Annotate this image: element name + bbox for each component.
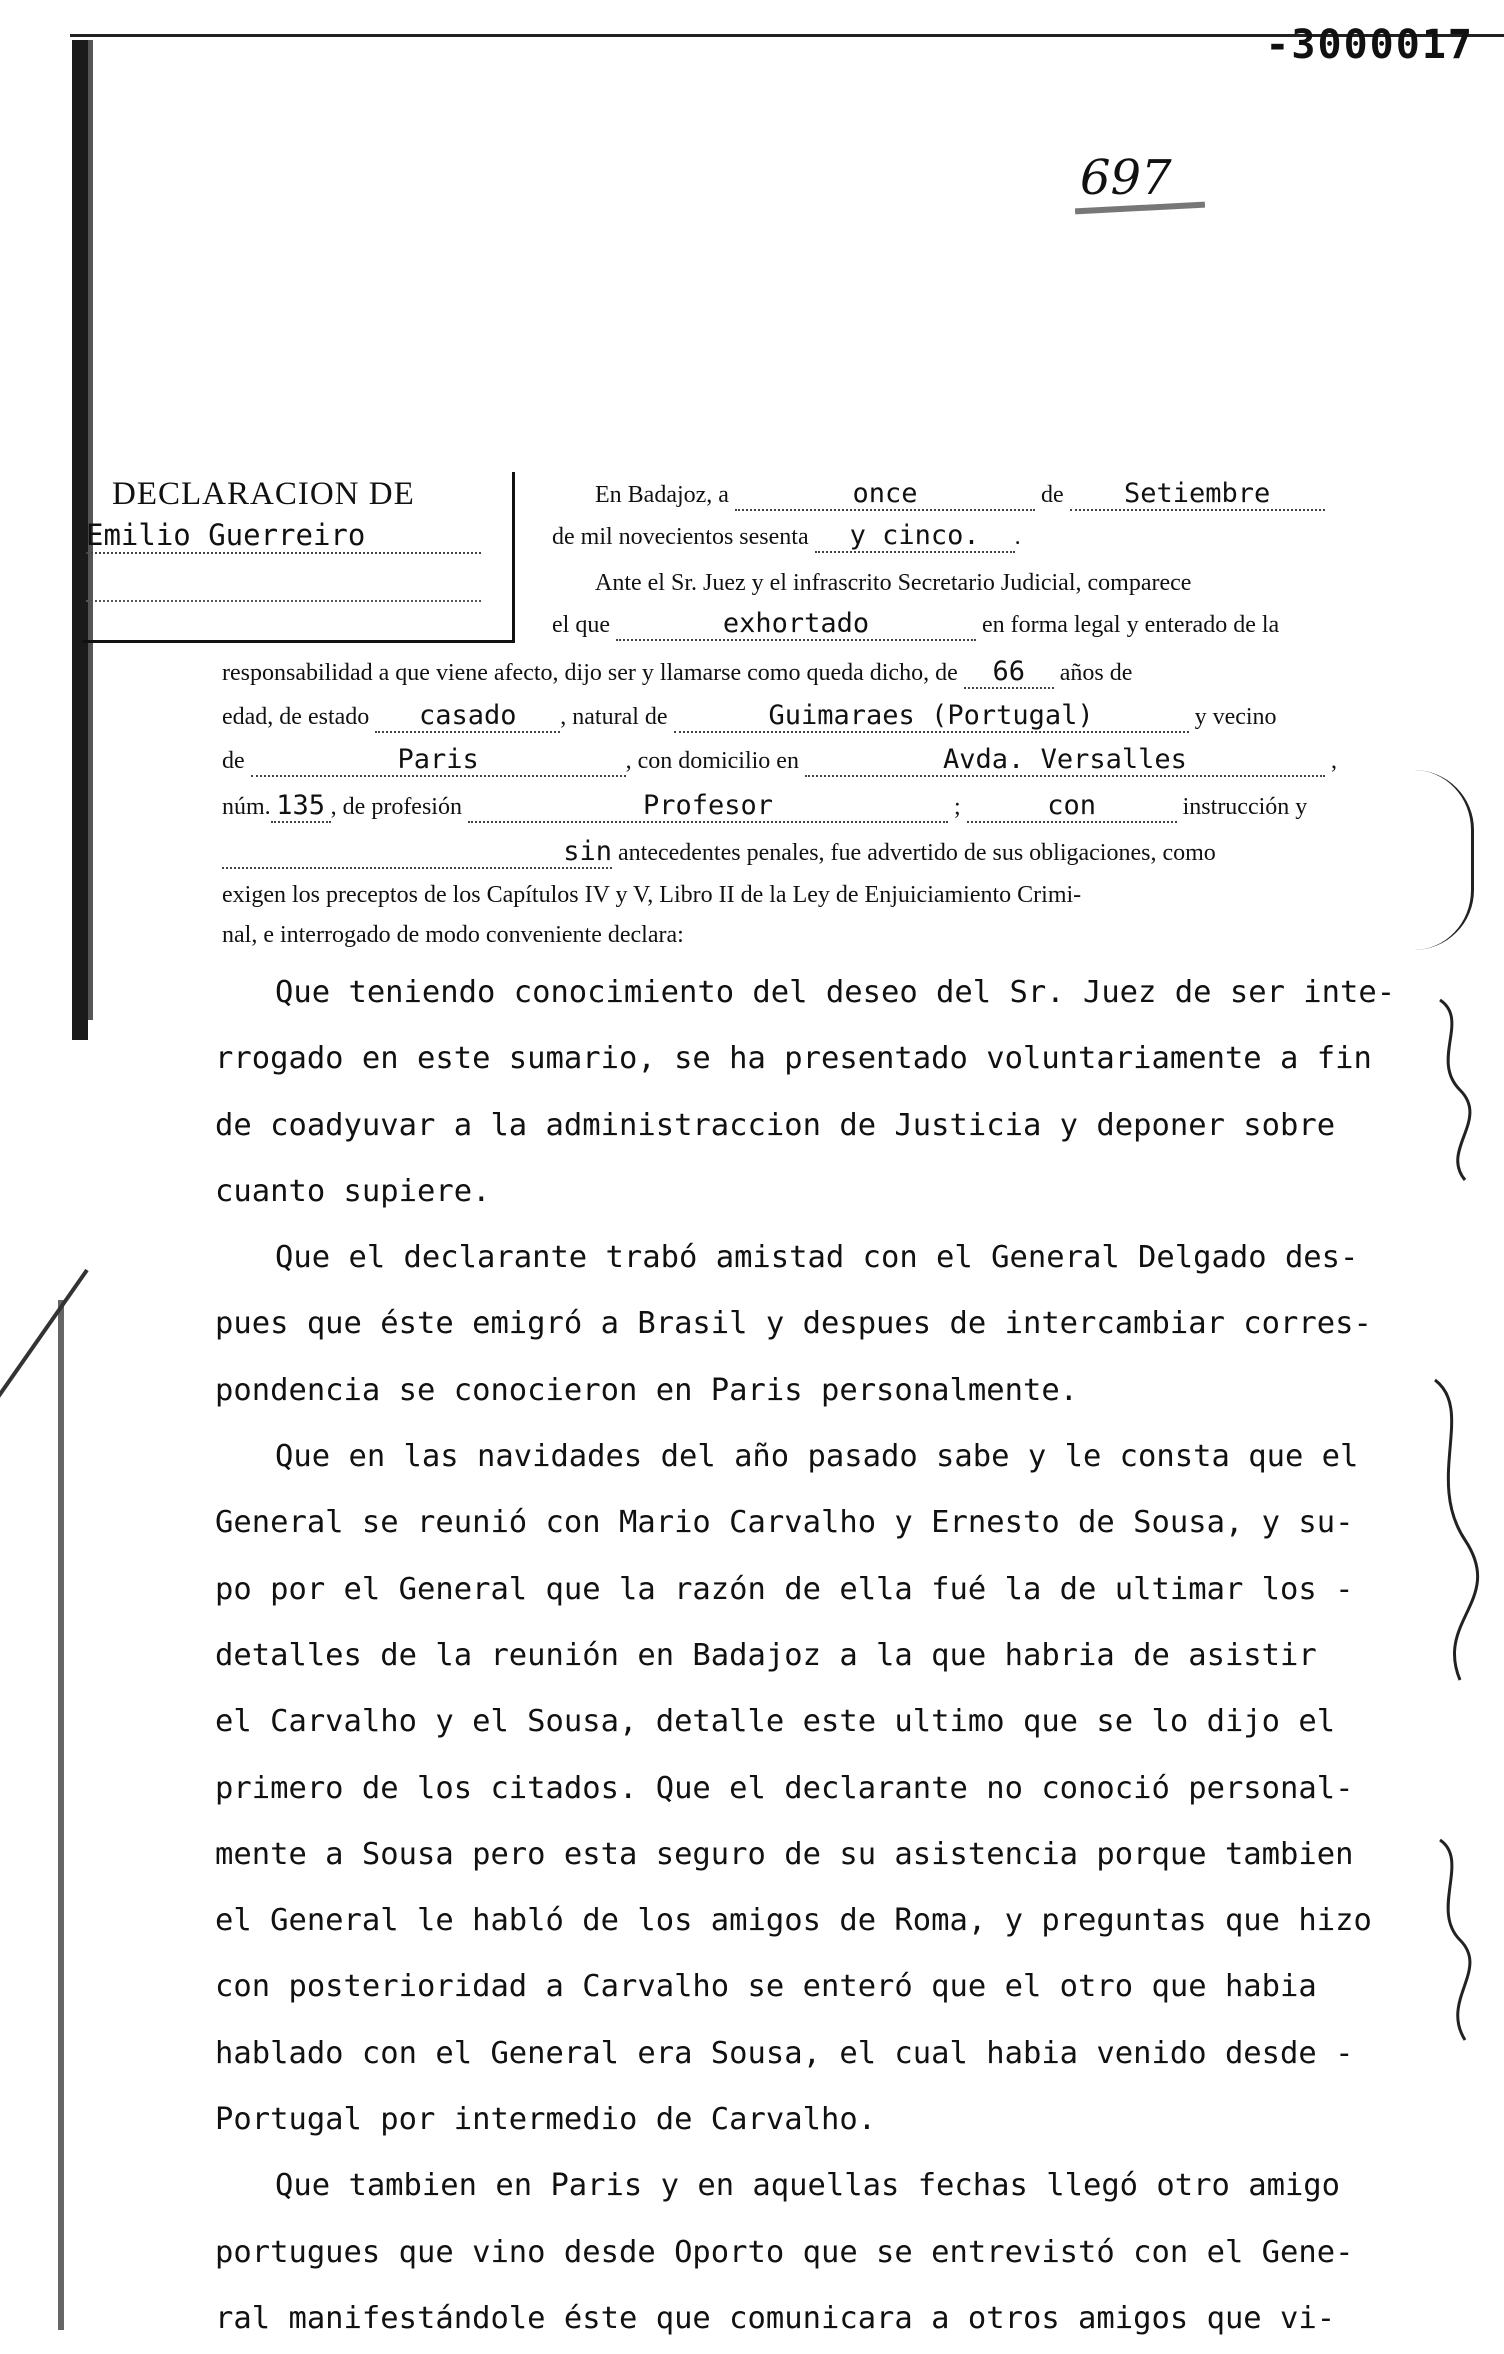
testimony-line: primero de los citados. Que el declarante no conoció personal- (215, 1770, 1354, 1806)
signature-stroke (1435, 1380, 1478, 1680)
testimony-line: con posterioridad a Carvalho se enteró que el otro que habia (215, 1969, 1317, 2005)
form-line-profession: núm. 135 , de profesión Profesor ; con instrucción y (222, 790, 1308, 821)
testimony-line: mente a Sousa pero esta seguro de su asistencia porque tambien (215, 1836, 1354, 1872)
testimony-line: pues que éste emigró a Brasil y despues de intercambiar corres- (215, 1306, 1372, 1342)
document-code: -3000017 (1265, 22, 1474, 68)
age-field: 66 (964, 656, 1054, 689)
month-field: Setiembre (1070, 478, 1325, 511)
declarant-name: Emilio Guerreiro (86, 518, 481, 554)
birthplace-field: Guimaraes (Portugal) (674, 700, 1189, 733)
testimony-line: Que el declarante trabó amistad con el General Delgado des- (275, 1240, 1359, 1276)
margin-signatures (1420, 980, 1490, 2080)
signature-stroke (1440, 1000, 1470, 1180)
testimony-line: hablado con el General era Sousa, el cual habia venido desde - (215, 2035, 1354, 2071)
testimony-line: cuanto supiere. (215, 1173, 491, 1209)
form-line-appears: Ante el Sr. Juez y el infrascrito Secretario Judicial, comparece (595, 570, 1192, 596)
modality-field: exhortado (616, 608, 976, 641)
year-field: y cinco. (815, 520, 1015, 553)
margin-bracket (1401, 770, 1474, 950)
form-line-address: de Paris , con domicilio en Avda. Versalles , (222, 744, 1337, 775)
testimony-line: portugues que vino desde Oporto que se entrevistó con el Gene- (215, 2234, 1354, 2270)
testimony-line: el General le habló de los amigos de Roma, y preguntas que hizo (215, 1903, 1372, 1939)
form-line-records: sin antecedentes penales, fue advertido de sus obligaciones, como (222, 836, 1216, 869)
testimony-line: Que teniendo conocimiento del deseo del Sr. Juez de ser inte- (275, 975, 1396, 1010)
testimony-line: de coadyuvar a la administraccion de Justicia y deponer sobre (215, 1107, 1336, 1143)
testimony-line: po por el General que la razón de ella fué la de ultimar los - (215, 1571, 1354, 1607)
house-number-field: 135 (271, 790, 331, 823)
margin-mark-line (0, 1269, 89, 1443)
form-line-age: responsabilidad a que viene afecto, dijo ser y llamarse como queda dicho, de 66 años de (222, 656, 1133, 687)
declaration-title: DECLARACION DE (112, 476, 415, 512)
testimony-line: Portugal por intermedio de Carvalho. (215, 2102, 877, 2138)
testimony-line: Que tambien en Paris y en aquellas fechas llegó otro amigo (275, 2168, 1341, 2204)
testimony-line: ral manifestándole éste que comunicara a otros amigos que vi- (215, 2300, 1336, 2336)
address-field: Avda. Versalles (805, 744, 1325, 777)
testimony-line: pondencia se conocieron en Paris personalmente. (215, 1372, 1079, 1408)
page-left-edge (58, 1300, 64, 2330)
testimony-line: rrogado en este sumario, se ha presentado voluntariamente a fin (215, 1041, 1372, 1077)
day-field: once (735, 478, 1035, 511)
form-line-declares: nal, e interrogado de modo conveniente declara: (222, 922, 684, 948)
testimony-body (215, 962, 1415, 2354)
form-line-precepts: exigen los preceptos de los Capítulos IV y V, Libro II de la Ley de Enjuiciamiento Crimi- (222, 882, 1082, 908)
form-line-date: En Badajoz, a once de Setiembre (595, 478, 1325, 511)
instruction-field: con (967, 790, 1177, 823)
declaration-blank-line (86, 600, 481, 602)
form-line-modality: el que exhortado en forma legal y enterado de la (552, 608, 1280, 639)
form-line-year: de mil novecientos sesenta y cinco. . (552, 520, 1021, 551)
civil-status-field: casado (375, 700, 560, 733)
folio-number: 697 (1080, 150, 1172, 206)
testimony-line: Que en las navidades del año pasado sabe y le consta que el (275, 1439, 1359, 1475)
testimony-line: General se reunió con Mario Carvalho y Ernesto de Sousa, y su- (215, 1505, 1354, 1541)
residence-field: Paris (251, 744, 626, 777)
form-line-status: edad, de estado casado , natural de Guimaraes (Portugal) y vecino (222, 700, 1277, 731)
profession-field: Profesor (468, 790, 948, 823)
signature-stroke (1440, 1840, 1470, 2040)
testimony-line: el Carvalho y el Sousa, detalle este ultimo que se lo dijo el (215, 1704, 1336, 1740)
testimony-line: detalles de la reunión en Badajoz a la que habria de asistir (215, 1637, 1317, 1673)
records-field: sin (222, 836, 612, 869)
